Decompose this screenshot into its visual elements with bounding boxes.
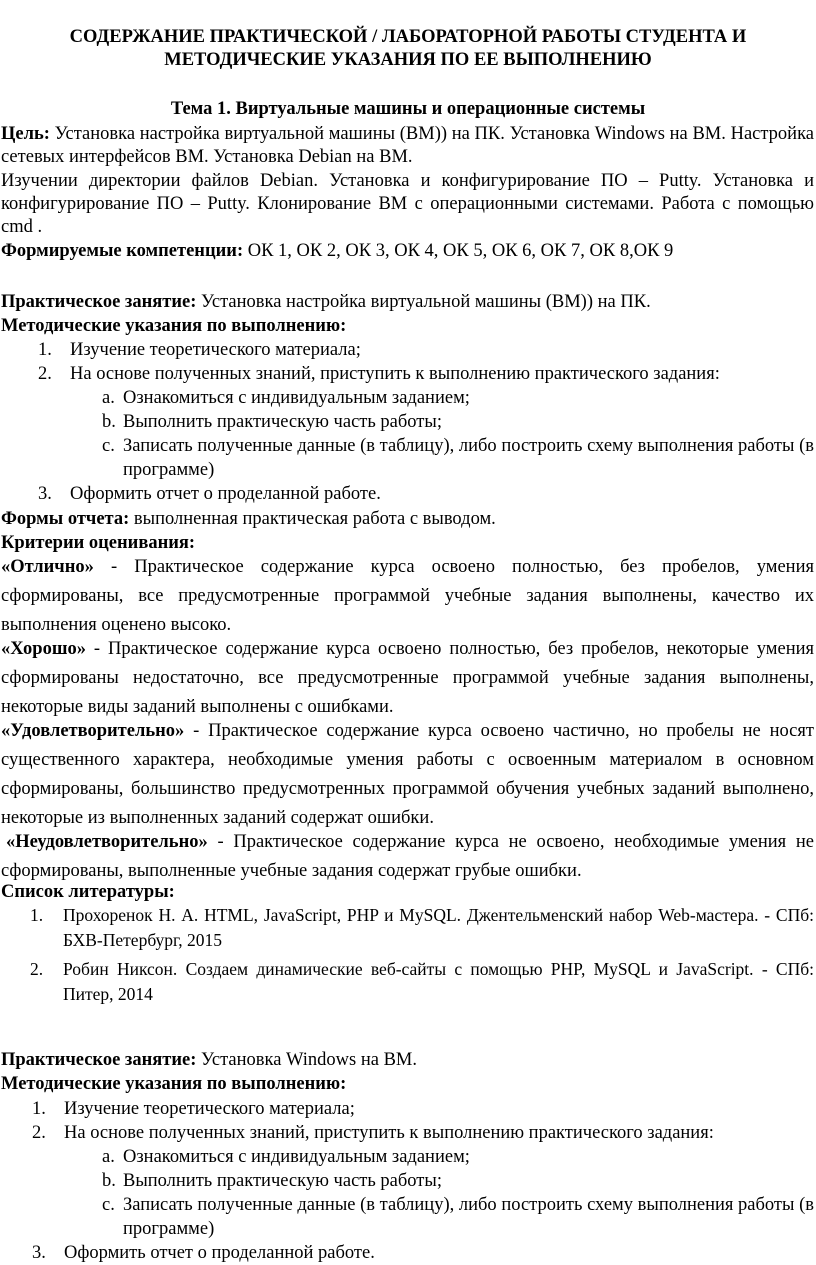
list-item: [102, 410, 814, 434]
list-number: 1.: [32, 1099, 46, 1119]
report-forms-label: Формы отчета:: [1, 509, 130, 529]
list-item: [30, 957, 814, 1007]
list-item: [32, 1241, 814, 1265]
list-item: [102, 386, 814, 410]
list-item-text: Прохоренок Н. А. HTML, JavaScript, PHP и MySQL. Джентельменский набор Web-мастера. - СПб: БХВ-Петербург, 2015: [63, 905, 814, 950]
literature-label: Список литературы:: [1, 882, 175, 902]
list-item-text: Записать полученные данные (в таблицу), либо построить схему выполнения работы (в программе): [123, 436, 814, 480]
list-item: [32, 1121, 814, 1145]
list-number: 2.: [32, 1123, 46, 1143]
criteria-excellent-label: «Отлично»: [1, 557, 94, 577]
list-item: [32, 1097, 814, 1121]
lesson2-steps: [32, 1097, 814, 1265]
document-title: [0, 26, 816, 72]
lesson1-label: Практическое занятие:: [1, 292, 197, 312]
list-number: 3.: [38, 484, 52, 504]
criteria-excellent-text: - Практическое содержание курса освоено полностью, без пробелов, умения сформированы, все предусмотренные программой учебные задания выполнены, качество их выполнения оценено высоко.: [1, 557, 814, 635]
goal-text-1: Установка настройка виртуальной машины (ВМ)) на ПК. Установка Windows на ВМ. Настройка сетевых интерфейсов ВМ. Установка Debian на ВМ.: [1, 124, 814, 167]
criteria-label: Критерии оценивания:: [1, 533, 196, 553]
competencies-line: [1, 240, 673, 263]
list-item-text: Выполнить практическую часть работы;: [123, 1171, 442, 1191]
list-item: [102, 1169, 814, 1193]
competencies-text: ОК 1, ОК 2, ОК 3, ОК 4, ОК 5, ОК 6, ОК 7, ОК 8,ОК 9: [243, 241, 674, 261]
lesson1-line: [1, 291, 651, 314]
criteria-fail: [1, 828, 814, 886]
list-item: [102, 434, 814, 482]
criteria-good-text: - Практическое содержание курса освоено полностью, без пробелов, некоторые умения сформированы недостаточно, все предусмотренные программой учебные задания выполнены, некоторые виды заданий выполнены с ошибками.: [1, 639, 814, 717]
lesson2-text: Установка Windows на ВМ.: [196, 1050, 417, 1070]
list-number: a.: [102, 1147, 115, 1167]
list-item-text: Изучение теоретического материала;: [70, 340, 361, 360]
list-item-text: Ознакомиться с индивидуальным заданием;: [123, 388, 470, 408]
lesson2-label: Практическое занятие:: [1, 1050, 197, 1070]
list-number: 2.: [38, 364, 52, 384]
list-number: c.: [102, 436, 115, 456]
list-item: [102, 1193, 814, 1241]
list-number: b.: [102, 1171, 116, 1191]
list-item: [38, 362, 814, 386]
criteria-satisfactory-label: «Удовлетворительно»: [1, 721, 185, 741]
criteria-satisfactory-text: - Практическое содержание курса освоено частично, но пробелы не носят существенного характера, необходимые умения работы с освоенным материалом в основном сформированы, большинство предусмотренных программой обучения учебных заданий выполнено, некоторые из выполненных заданий содержат ошибки.: [1, 721, 814, 828]
report-forms-line: [1, 508, 496, 531]
title-line-1: СОДЕРЖАНИЕ ПРАКТИЧЕСКОЙ / ЛАБОРАТОРНОЙ РАБОТЫ СТУДЕНТА И: [69, 27, 747, 47]
list-number: 2.: [30, 959, 44, 979]
competencies-label: Формируемые компетенции:: [1, 241, 244, 261]
list-item-text: На основе полученных знаний, приступить к выполнению практического задания:: [64, 1123, 714, 1143]
title-line-2: МЕТОДИЧЕСКИЕ УКАЗАНИЯ ПО ЕЕ ВЫПОЛНЕНИЮ: [164, 50, 652, 70]
list-item: [30, 903, 814, 953]
criteria-fail-text: - Практическое содержание курса не освоено, необходимые умения не сформированы, выполненные учебные задания содержат грубые ошибки.: [1, 832, 814, 881]
list-item-text: Ознакомиться с индивидуальным заданием;: [123, 1147, 470, 1167]
topic-heading: Тема 1. Виртуальные машины и операционные системы: [170, 99, 646, 119]
goal-label: Цель:: [1, 124, 50, 144]
report-forms-text: выполненная практическая работа с выводом.: [129, 509, 496, 529]
list-item: [38, 482, 814, 506]
list-item-text: Робин Никсон. Создаем динамические веб-сайты с помощью PHP, MySQL и JavaScript. - СПб: Питер, 2014: [63, 959, 814, 1004]
list-number: 3.: [32, 1243, 46, 1263]
criteria-excellent: [1, 553, 814, 640]
lesson1-guide-label: Методические указания по выполнению:: [1, 316, 347, 336]
lesson2-line: [1, 1049, 417, 1072]
lesson1-text: Установка настройка виртуальной машины (ВМ)) на ПК.: [196, 292, 651, 312]
criteria-satisfactory: [1, 717, 814, 833]
goal-paragraph: [1, 123, 814, 169]
list-number: a.: [102, 388, 115, 408]
criteria-good: [1, 635, 814, 722]
list-item-text: На основе полученных знаний, приступить к выполнению практического задания:: [70, 364, 720, 384]
sublist: [38, 386, 814, 482]
criteria-fail-label: «Неудовлетворительно»: [6, 832, 208, 852]
list-number: 1.: [38, 340, 52, 360]
list-item-text: Оформить отчет о проделанной работе.: [70, 484, 381, 504]
goal-paragraph-2: Изучении директории файлов Debian. Установка и конфигурирование ПО – Putty. Установка и конфигурирование ПО – Putty. Клонирование ВМ с операционными системами. Работа с помощью cmd .: [1, 171, 814, 237]
list-item-text: Записать полученные данные (в таблицу), либо построить схему выполнения работы (в программе): [123, 1195, 814, 1239]
list-item-text: Оформить отчет о проделанной работе.: [64, 1243, 375, 1263]
list-number: 1.: [30, 905, 44, 925]
list-item: [102, 1145, 814, 1169]
list-number: c.: [102, 1195, 115, 1215]
criteria-good-label: «Хорошо»: [1, 639, 86, 659]
lesson2-guide-label: Методические указания по выполнению:: [1, 1074, 347, 1094]
sublist: [32, 1145, 814, 1241]
list-item: [38, 338, 814, 362]
list-item-text: Выполнить практическую часть работы;: [123, 412, 442, 432]
list-item-text: Изучение теоретического материала;: [64, 1099, 355, 1119]
list-number: b.: [102, 412, 116, 432]
lesson1-steps: [38, 338, 814, 506]
literature-list: [30, 903, 814, 1007]
